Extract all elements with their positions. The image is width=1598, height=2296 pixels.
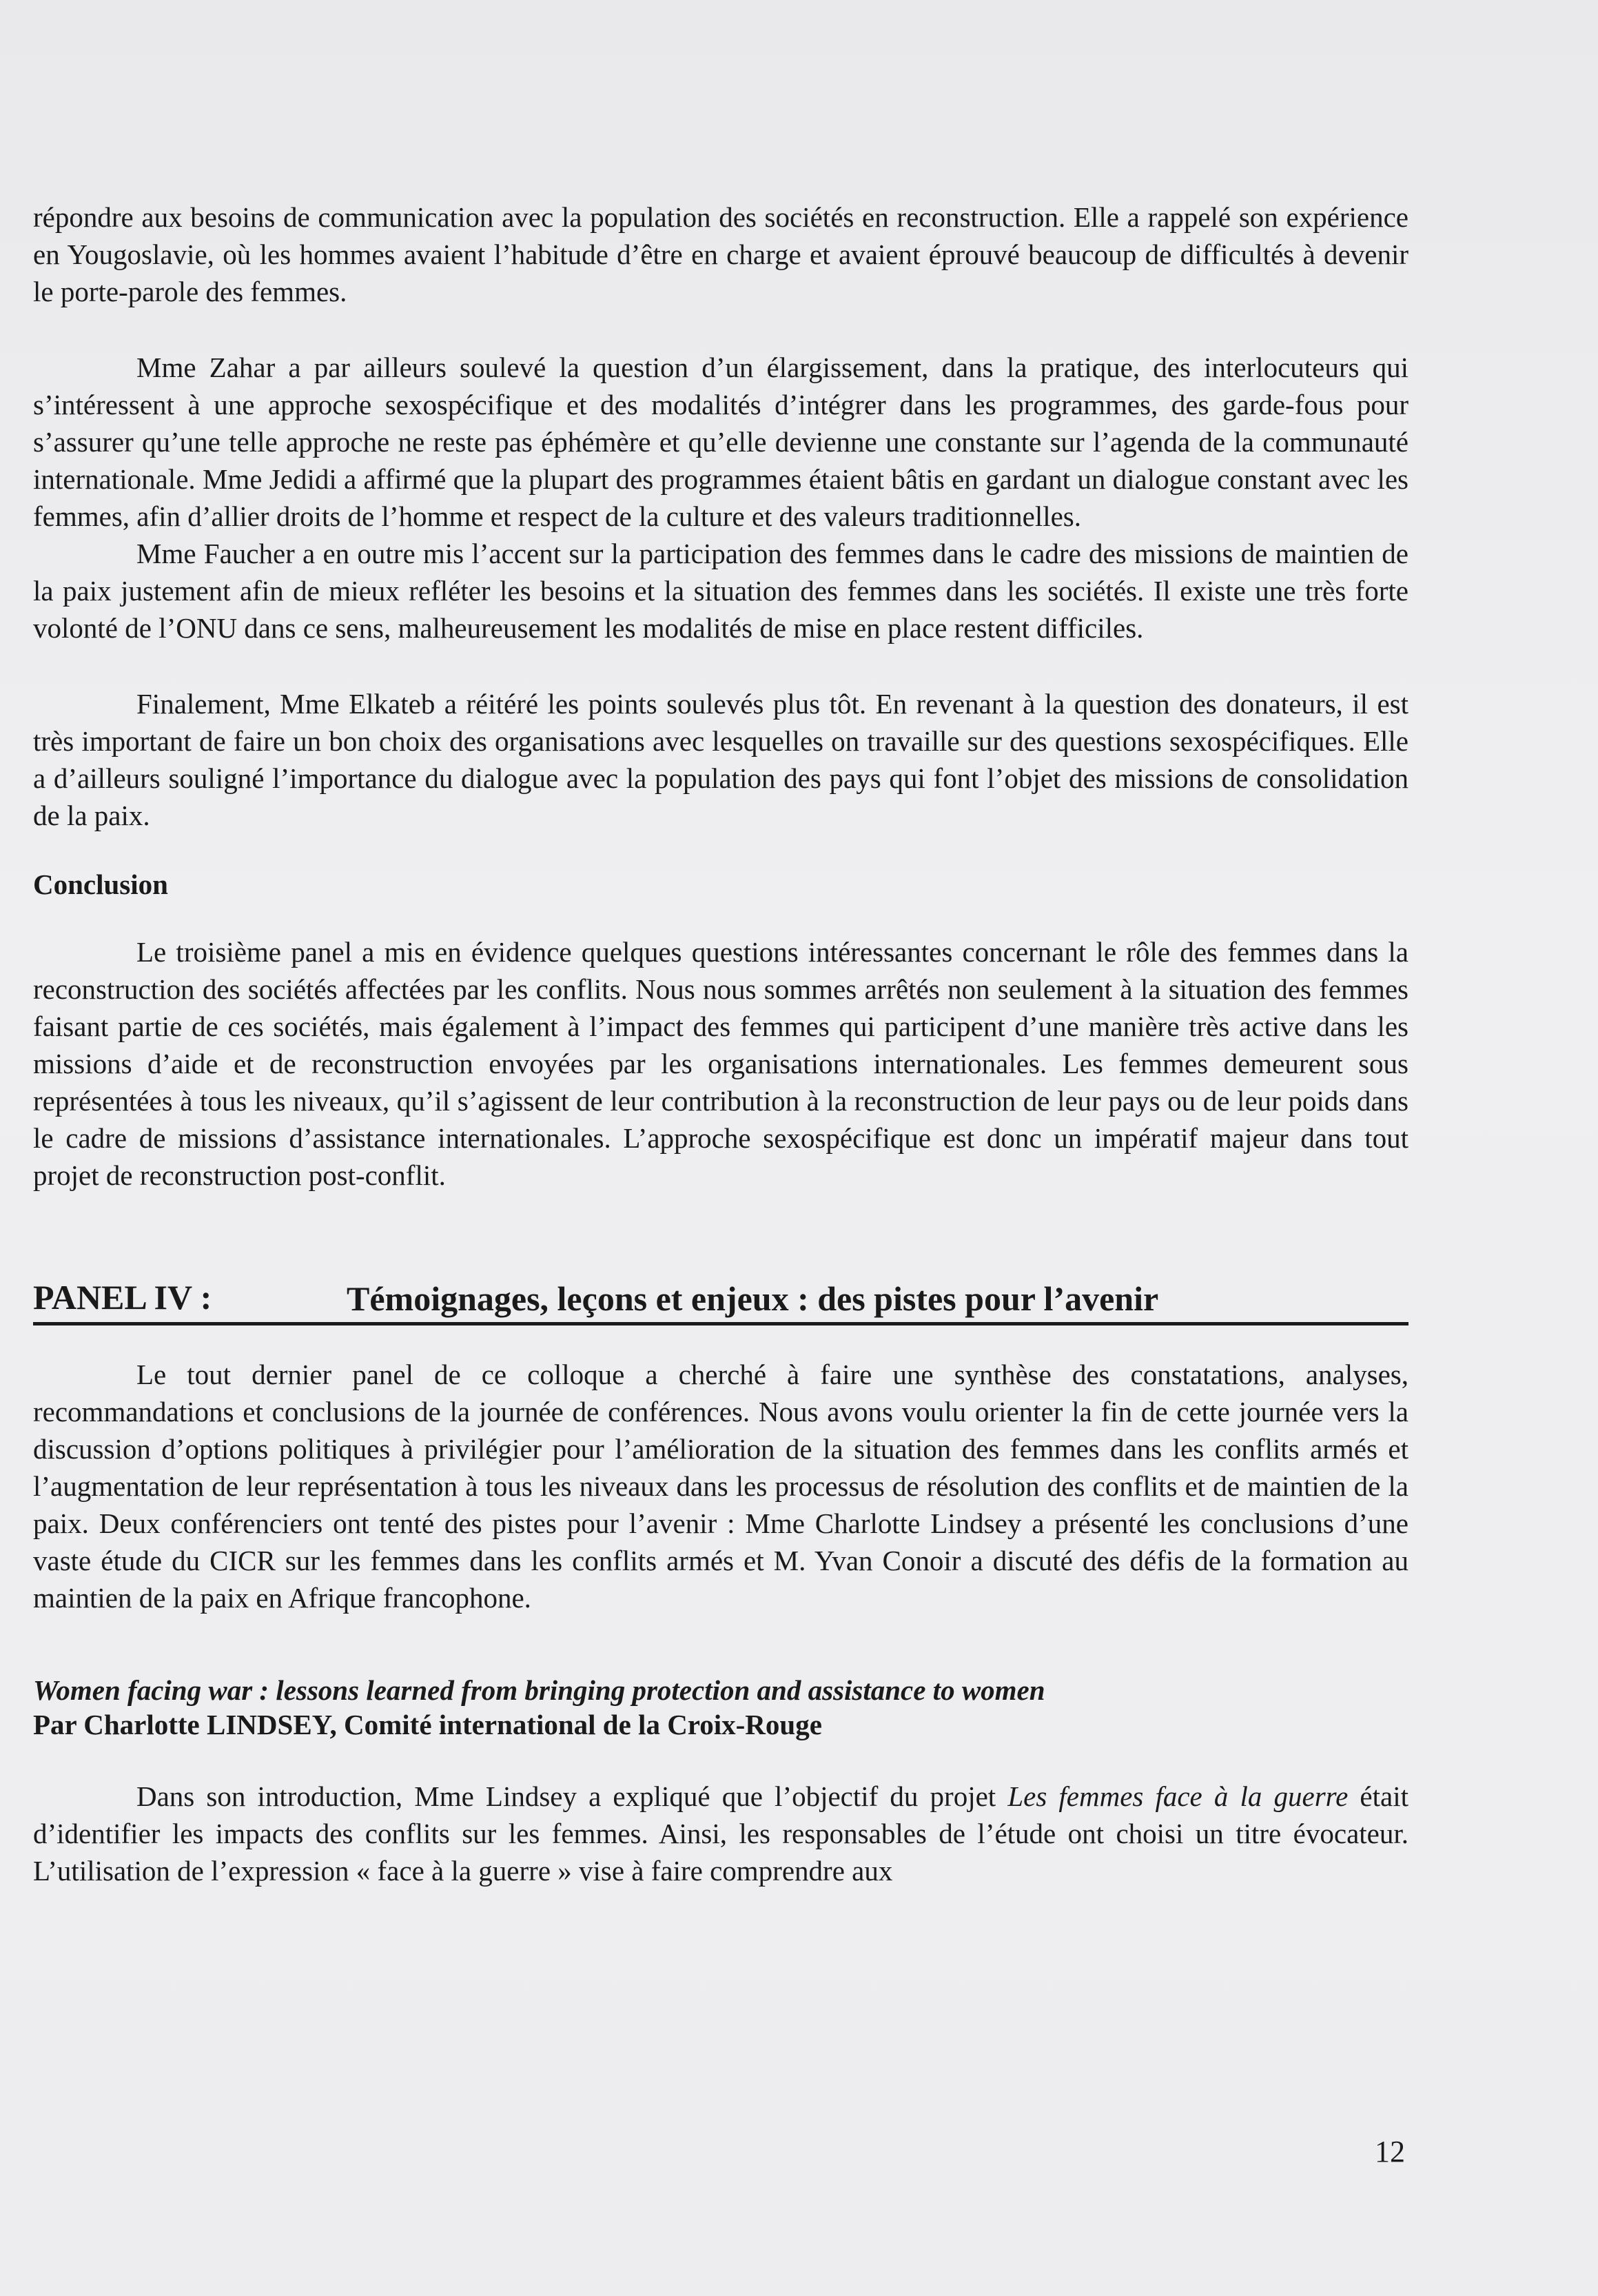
panel-paragraph: Le tout dernier panel de ce colloque a cherché à faire une synthèse des constatations, analyses, recommandations et conclusions de la journée de conférences. Nous avons voulu orienter la fin de cette journée vers la discussion d’options politiques à privilégier pour l’amélioration de la situation des femmes dans les conflits armés et l’augmentation de leur représentation à tous les niveaux dans les processus de résolution des conflits et de maintien de la paix. Deux conférenciers ont tenté des pistes pour l’avenir : Mme Charlotte Lindsey a présenté les conclusions d’une vaste étude du CICR sur les femmes dans les conflits armés et M. Yvan Conoir a discuté des défis de la formation au maintien de la paix en Afrique francophone. — [33, 1359, 1409, 1614]
talk-author: Par Charlotte LINDSEY, Comité international de la Croix-Rouge — [33, 1709, 822, 1740]
panel-title: Témoignages, leçons et enjeux : des pistes pour l’avenir — [347, 1279, 1159, 1318]
project-title: Les femmes face à la guerre — [1007, 1780, 1349, 1812]
conclusion-heading: Conclusion — [33, 868, 168, 900]
page-content — [33, 199, 1409, 1889]
paragraph-zahar-jedidi: Mme Zahar a par ailleurs soulevé la question d’un élargissement, dans la pratique, des interlocuteurs qui s’intéressent à une approche sexospécifique et des modalités d’intégrer dans les programmes, des garde-fous pour s’assurer qu’une telle approche ne reste pas éphémère et qu’elle devienne une constante sur l’agenda de la communauté internationale. Mme Jedidi a affirmé que la plupart des programmes étaient bâtis en gardant un dialogue constant avec les femmes, afin d’allier droits de l’homme et respect de la culture et des valeurs traditionnelles. — [33, 352, 1409, 532]
conclusion-paragraph: Le troisième panel a mis en évidence quelques questions intéressantes concernant le rôle des femmes dans la reconstruction des sociétés affectées par les conflits. Nous nous sommes arrêtés non seulement à la situation des femmes faisant partie de ces sociétés, mais également à l’impact des femmes qui participent d’une manière très active dans les missions d’aide et de reconstruction envoyées par les organisations internationales. Les femmes demeurent sous représentées à tous les niveaux, qu’il s’agissent de leur contribution à la reconstruction de leur pays ou de leur poids dans le cadre de missions d’assistance internationales. L’approche sexospécifique est donc un impératif majeur dans tout projet de reconstruction post-conflit. — [33, 936, 1409, 1191]
paragraph-faucher: Mme Faucher a en outre mis l’accent sur la participation des femmes dans le cadre des missions de maintien de la paix justement afin de mieux refléter les besoins et la situation des femmes dans les sociétés. Il existe une très forte volonté de l’ONU dans ce sens, malheureusement les modalités de mise en place restent difficiles. — [33, 538, 1409, 644]
panel-label: PANEL IV : — [33, 1278, 212, 1317]
talk-text-end: était d’identifier les impacts des conflits sur les femmes. Ainsi, les responsables de l’étude ont choisi un titre évocateur. L’utilisation de l’expression « face à la guerre » vise à faire comprendre aux — [33, 1780, 1409, 1887]
paragraph-elkateb: Finalement, Mme Elkateb a réitéré les points soulevés plus tôt. En revenant à la question des donateurs, il est très important de faire un bon choix des organisations avec lesquelles on travaille sur des questions sexospécifiques. Elle a d’ailleurs souligné l’importance du dialogue avec la population des pays qui font l’objet des missions de consolidation de la paix. — [33, 688, 1409, 831]
talk-title: Women facing war : lessons learned from bringing protection and assistance to women — [33, 1674, 1045, 1706]
page-number: 12 — [1375, 2135, 1405, 2168]
paragraph-continuation: répondre aux besoins de communication avec la population des sociétés en reconstruction. Elle a rappelé son expérience en Yougoslavie, où les hommes avaient l’habitude d’être en charge et avaient éprouvé beaucoup de difficultés à devenir le porte-parole des femmes. — [33, 201, 1409, 307]
talk-paragraph — [33, 1778, 1409, 1889]
panel-heading — [33, 1275, 1409, 1325]
talk-text-start: Dans son introduction, Mme Lindsey a expliqué que l’objectif du projet — [136, 1780, 1008, 1812]
